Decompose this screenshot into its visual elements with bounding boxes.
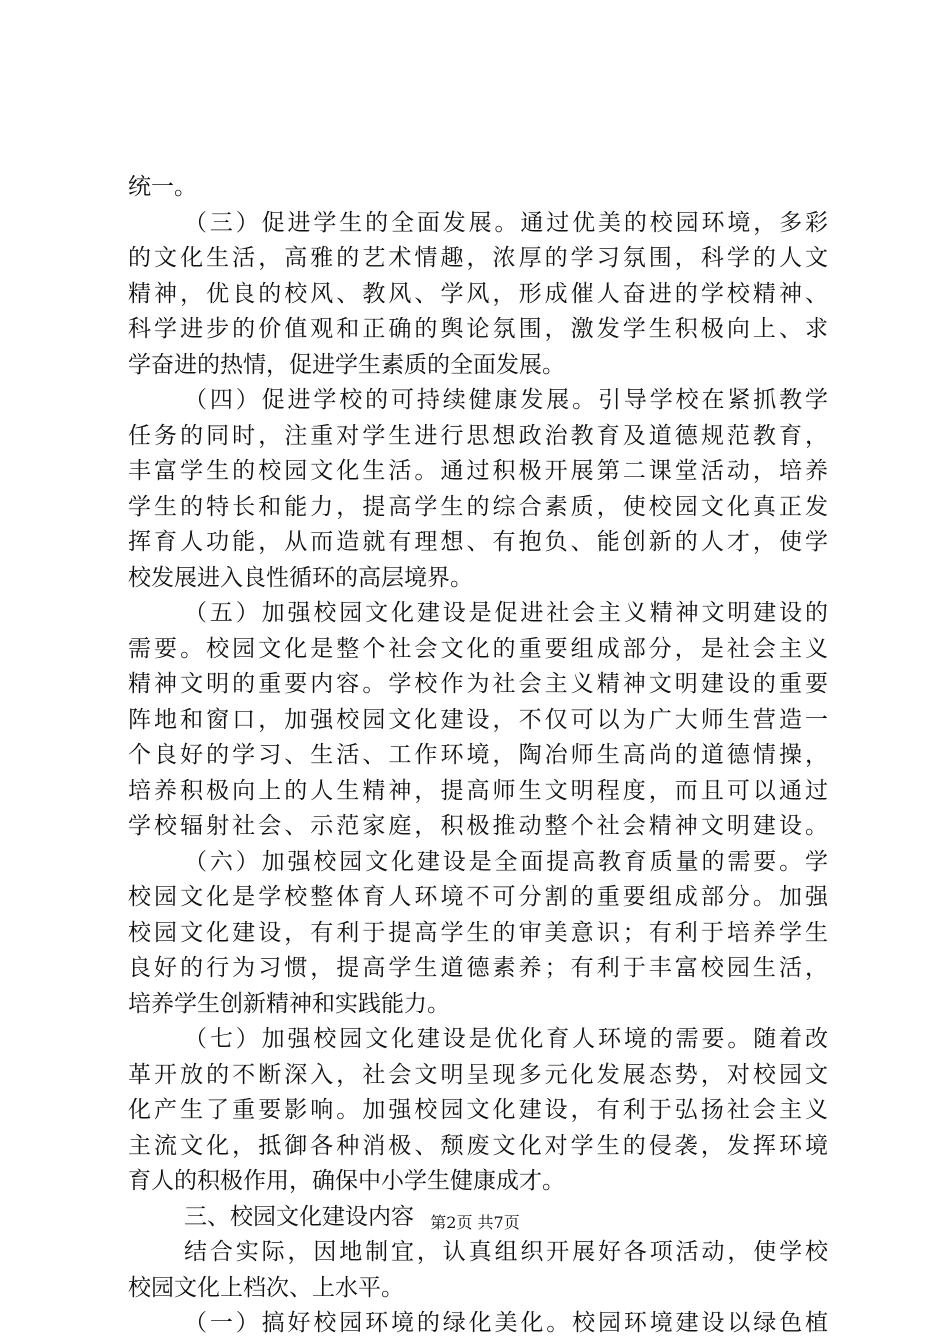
text-line: （三）促进学生的全面发展。通过优美的校园环境，多彩 [184,209,828,236]
text-line: （七）加强校园文化建设是优化育人环境的需要。随着改 [184,1026,828,1052]
text-line: 校园文化上档次、上水平。 [128,1274,404,1301]
text-line: 校园文化是学校整体育人环境不可分割的重要组成部分。加强 [128,884,828,910]
text-line: 精神，优良的校风、教风、学风，形成催人奋进的学校精神、 [128,280,828,307]
text-line: 革开放的不断深入，社会文明呈现多元化发展态势，对校园文 [128,1061,828,1088]
text-line: （五）加强校园文化建设是促进社会主义精神文明建设的 [184,600,828,626]
text-line: （四）促进学校的可持续健康发展。引导学校在紧抓教学 [184,387,828,413]
text-line: 培养积极向上的人生精神，提高师生文明程度，而且可以通过 [128,777,828,804]
text-line: 学生的特长和能力，提高学生的综合素质，使校园文化真正发 [128,493,828,520]
text-line: 培养学生创新精神和实践能力。 [128,990,450,1017]
text-line: 科学进步的价值观和正确的舆论氛围，激发学生积极向上、求 [128,316,828,342]
section-heading: 三、校园文化建设内容 [184,1203,414,1230]
text-line: 个良好的学习、生活、工作环境，陶冶师生高尚的道德情操， [128,742,828,768]
text-line: 校发展进入良性循环的高层境界。 [128,564,473,591]
text-line: （一）搞好校园环境的绿化美化。校园环境建设以绿色植 [184,1310,828,1336]
text-line: 挥育人功能，从而造就有理想、有抱负、能创新的人才，使学 [128,529,828,555]
text-line: 校园文化建设，有利于提高学生的审美意识；有利于培养学生 [128,919,828,946]
text-line: 统一。 [128,174,197,200]
text-line: 主流文化，抵御各种消极、颓废文化对学生的侵袭，发挥环境 [128,1132,828,1159]
text-line: 学校辐射社会、示范家庭，积极推动整个社会精神文明建设。 [128,813,828,839]
text-line: 丰富学生的校园文化生活。通过积极开展第二课堂活动，培养 [128,458,828,484]
text-line: 结合实际，因地制宜，认真组织开展好各项活动，使学校 [184,1239,828,1265]
page-number-footer: 第2页 共7页 [430,1213,520,1232]
text-line: 需要。校园文化是整个社会文化的重要组成部分，是社会主义 [128,635,828,662]
text-line: 阵地和窗口，加强校园文化建设，不仅可以为广大师生营造一 [128,706,828,733]
text-line: 学奋进的热情，促进学生素质的全面发展。 [128,351,565,378]
text-line: （六）加强校园文化建设是全面提高教育质量的需要。学 [184,848,828,875]
document-body [128,170,828,1342]
text-line: 良好的行为习惯，提高学生道德素养；有利于丰富校园生活， [128,955,828,981]
text-line: 化产生了重要影响。加强校园文化建设，有利于弘扬社会主义 [128,1097,828,1123]
text-line: 的文化生活，高雅的艺术情趣，浓厚的学习氛围，科学的人文 [128,245,828,271]
text-line: 任务的同时，注重对学生进行思想政治教育及道德规范教育， [128,422,828,449]
text-line: 精神文明的重要内容。学校作为社会主义精神文明建设的重要 [128,671,828,697]
text-line: 育人的积极作用，确保中小学生健康成才。 [128,1168,565,1194]
